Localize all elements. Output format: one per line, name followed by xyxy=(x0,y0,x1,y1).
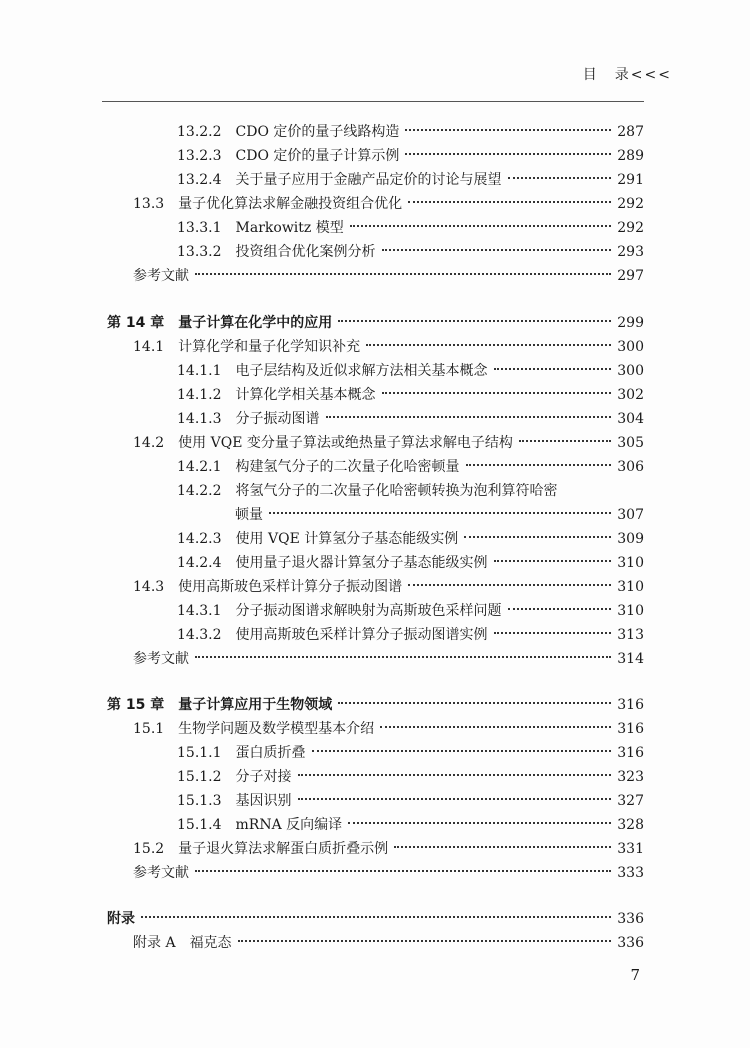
page-number: 327 xyxy=(617,793,644,809)
page-number: 310 xyxy=(617,579,644,595)
toc-entry[interactable] xyxy=(177,624,644,646)
section-title: 基因识别 xyxy=(235,793,292,809)
section-title: mRNA 反向编译 xyxy=(235,817,343,833)
dot-leader xyxy=(394,846,611,848)
toc-entry[interactable] xyxy=(133,265,644,287)
section-title-continued: 顿量 xyxy=(235,507,263,523)
dot-leader xyxy=(350,225,612,227)
toc-entry[interactable] xyxy=(177,121,644,143)
toc-entry[interactable] xyxy=(177,814,644,836)
page-number: 304 xyxy=(617,411,644,427)
dot-leader xyxy=(380,726,611,728)
page-number: 302 xyxy=(617,387,644,403)
dot-leader xyxy=(338,702,611,704)
dot-leader xyxy=(508,608,612,610)
page-number: 316 xyxy=(617,721,644,737)
section-number: 14.2.1 xyxy=(177,459,222,475)
dot-leader xyxy=(298,798,612,800)
dot-leader xyxy=(405,153,611,155)
toc-entry[interactable] xyxy=(133,576,644,598)
page-folio: 7 xyxy=(630,966,640,984)
toc-entry[interactable] xyxy=(177,528,644,550)
toc-entry[interactable] xyxy=(177,217,644,239)
dot-leader xyxy=(382,392,612,394)
dot-leader xyxy=(408,201,611,203)
dot-leader xyxy=(494,632,612,634)
section-number: 14.1 xyxy=(133,339,165,355)
section-title: 使用 VQE 变分量子算法或绝热量子算法求解电子结构 xyxy=(178,435,513,451)
section-title: 量子优化算法求解金融投资组合优化 xyxy=(178,196,403,212)
section-title: 参考文献 xyxy=(133,651,189,667)
section-title: 将氢气分子的二次量子化哈密顿转换为泡利算符哈密 xyxy=(235,483,558,499)
dot-leader xyxy=(238,940,612,942)
toc-chapter[interactable] xyxy=(107,312,644,334)
toc-entry[interactable] xyxy=(177,169,644,191)
section-title: 参考文献 xyxy=(133,268,189,284)
section-number: 14.2.2 xyxy=(177,483,222,499)
section-title: 构建氢气分子的二次量子化哈密顿量 xyxy=(235,459,460,475)
appendix-title: 附录 xyxy=(107,911,135,927)
section-number: 13.3.1 xyxy=(177,220,222,236)
section-title: 电子层结构及近似求解方法相关基本概念 xyxy=(235,363,488,379)
dot-leader xyxy=(195,273,611,275)
dot-leader xyxy=(269,512,611,514)
section-title: 生物学问题及数学模型基本介绍 xyxy=(178,721,375,737)
page-number: 300 xyxy=(617,339,644,355)
section-title: 分子振动图谱求解映射为高斯玻色采样问题 xyxy=(235,603,502,619)
dot-leader xyxy=(298,774,612,776)
page-number: 331 xyxy=(617,841,644,857)
section-title: 投资组合优化案例分析 xyxy=(235,244,376,260)
toc-entry-continuation[interactable] xyxy=(235,504,644,526)
toc-entry[interactable] xyxy=(177,742,644,764)
running-header: 目 录<<< xyxy=(582,67,672,83)
page-number: 310 xyxy=(617,603,644,619)
page-number: 313 xyxy=(617,627,644,643)
dot-leader xyxy=(519,440,611,442)
section-number: 14.3.1 xyxy=(177,603,222,619)
dot-leader xyxy=(366,344,611,346)
section-title: 使用高斯玻色采样计算分子振动图谱实例 xyxy=(235,627,488,643)
section-title: 蛋白质折叠 xyxy=(235,745,306,761)
appendix-entry-title: 福克态 xyxy=(189,935,232,951)
page-number: 300 xyxy=(617,363,644,379)
section-number: 14.3.2 xyxy=(177,627,222,643)
section-number: 14.2.4 xyxy=(177,555,222,571)
section-title: 参考文献 xyxy=(133,865,189,881)
section-number: 15.1.2 xyxy=(177,769,222,785)
toc-entry[interactable] xyxy=(177,766,644,788)
toc-entry[interactable] xyxy=(133,193,644,215)
section-number: 13.3 xyxy=(133,196,165,212)
section-title: CDO 定价的量子线路构造 xyxy=(235,124,400,140)
toc-chapter[interactable] xyxy=(107,694,644,716)
section-number: 14.2.3 xyxy=(177,531,222,547)
section-number: 13.2.4 xyxy=(177,172,222,188)
section-title: 分子振动图谱 xyxy=(235,411,320,427)
section-number: 14.1.2 xyxy=(177,387,222,403)
page-number: 292 xyxy=(617,196,644,212)
page-number: 333 xyxy=(617,865,644,881)
toc-entry-wrapped-line[interactable] xyxy=(177,480,558,502)
dot-leader xyxy=(382,249,612,251)
dot-leader xyxy=(464,536,611,538)
toc-appendix[interactable] xyxy=(107,908,644,930)
dot-leader xyxy=(338,320,611,322)
section-title: 计算化学相关基本概念 xyxy=(235,387,376,403)
section-number: 14.1.1 xyxy=(177,363,222,379)
page-number: 307 xyxy=(617,507,644,523)
dot-leader xyxy=(141,916,611,918)
toc-entry[interactable] xyxy=(177,600,644,622)
section-title: Markowitz 模型 xyxy=(235,220,344,236)
toc-entry[interactable] xyxy=(177,384,644,406)
toc-entry[interactable] xyxy=(133,648,644,670)
section-title: 使用高斯玻色采样计算分子振动图谱 xyxy=(178,579,403,595)
toc-entry[interactable] xyxy=(133,432,644,454)
page-number: 291 xyxy=(617,172,644,188)
page-number: 316 xyxy=(617,697,644,713)
toc-entry[interactable] xyxy=(177,360,644,382)
toc-entry[interactable] xyxy=(177,456,644,478)
page-number: 306 xyxy=(617,459,644,475)
section-title: CDO 定价的量子计算示例 xyxy=(235,148,400,164)
dot-leader xyxy=(494,560,612,562)
appendix-number: 附录 A xyxy=(133,935,176,951)
section-number: 14.2 xyxy=(133,435,165,451)
dot-leader xyxy=(408,584,611,586)
section-number: 13.2.2 xyxy=(177,124,222,140)
toc-entry[interactable] xyxy=(177,552,644,574)
toc-entry[interactable] xyxy=(133,862,644,884)
toc-entry[interactable] xyxy=(177,145,644,167)
section-number: 15.1.3 xyxy=(177,793,222,809)
dot-leader xyxy=(494,368,612,370)
page-number: 309 xyxy=(617,531,644,547)
page-number: 310 xyxy=(617,555,644,571)
chapter-title: 量子计算应用于生物领域 xyxy=(178,697,333,713)
toc-entry[interactable] xyxy=(177,790,644,812)
section-title: 计算化学和量子化学知识补充 xyxy=(178,339,361,355)
chapter-number: 第 14 章 xyxy=(107,315,165,331)
dot-leader xyxy=(348,822,611,824)
section-number: 14.3 xyxy=(133,579,165,595)
page-number: 297 xyxy=(617,268,644,284)
chapter-title: 量子计算在化学中的应用 xyxy=(178,315,333,331)
page-number: 328 xyxy=(617,817,644,833)
section-title: 使用量子退火器计算氢分子基态能级实例 xyxy=(235,555,488,571)
toc-entry[interactable] xyxy=(177,408,644,430)
section-title: 关于量子应用于金融产品定价的讨论与展望 xyxy=(235,172,502,188)
section-number: 15.1.1 xyxy=(177,745,222,761)
page-number: 289 xyxy=(617,148,644,164)
section-title: 使用 VQE 计算氢分子基态能级实例 xyxy=(235,531,459,547)
page-number: 292 xyxy=(617,220,644,236)
page-number: 287 xyxy=(617,124,644,140)
dot-leader xyxy=(312,750,612,752)
section-title: 分子对接 xyxy=(235,769,292,785)
dot-leader xyxy=(508,177,612,179)
dot-leader xyxy=(326,416,612,418)
section-title: 量子退火算法求解蛋白质折叠示例 xyxy=(178,841,389,857)
section-number: 15.1.4 xyxy=(177,817,222,833)
toc-entry[interactable] xyxy=(177,241,644,263)
dot-leader xyxy=(195,870,611,872)
toc-entry[interactable] xyxy=(133,932,644,954)
dot-leader xyxy=(405,129,611,131)
chapter-number: 第 15 章 xyxy=(107,697,165,713)
toc-entry[interactable] xyxy=(133,336,644,358)
section-number: 15.1 xyxy=(133,721,165,737)
dot-leader xyxy=(466,464,612,466)
toc-entry[interactable] xyxy=(133,838,644,860)
section-number: 13.3.2 xyxy=(177,244,222,260)
page-number: 305 xyxy=(617,435,644,451)
section-number: 15.2 xyxy=(133,841,165,857)
page-number: 323 xyxy=(617,769,644,785)
page-number: 314 xyxy=(617,651,644,667)
section-number: 13.2.3 xyxy=(177,148,222,164)
page-number: 316 xyxy=(617,745,644,761)
page-number: 336 xyxy=(617,911,644,927)
section-number: 14.1.3 xyxy=(177,411,222,427)
page-number: 293 xyxy=(617,244,644,260)
header-rule xyxy=(102,101,644,102)
toc-entry[interactable] xyxy=(133,718,644,740)
page-number: 336 xyxy=(617,935,644,951)
dot-leader xyxy=(195,656,611,658)
page-number: 299 xyxy=(617,315,644,331)
